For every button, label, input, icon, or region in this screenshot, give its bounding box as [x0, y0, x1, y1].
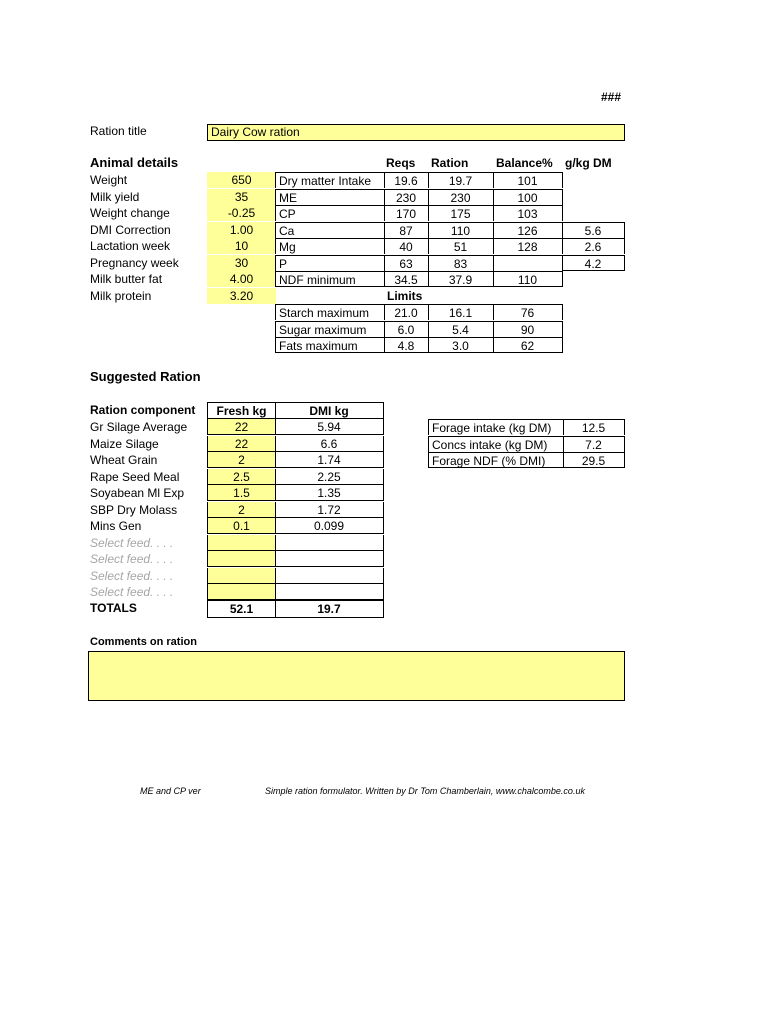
comments-box[interactable] [88, 651, 625, 701]
requirement-ration: 175 [428, 205, 494, 221]
ration-dmi-kg [275, 584, 384, 600]
limit-reqs: 6.0 [384, 321, 429, 337]
ration-fresh-kg-input[interactable]: 22 [207, 419, 276, 435]
limit-ration: 3.0 [428, 337, 494, 353]
requirement-balance: 103 [493, 205, 563, 221]
totals-dmi: 19.7 [275, 600, 384, 618]
ration-dmi-kg: 2.25 [275, 469, 384, 485]
requirement-balance: 110 [493, 271, 563, 287]
ration-component-select[interactable]: Select feed. . . . [90, 568, 174, 583]
ration-component-select[interactable]: Maize Silage [90, 436, 159, 451]
animal-detail-label: Milk protein [90, 288, 152, 303]
requirement-ration: 19.7 [428, 172, 494, 188]
limit-name: Fats maximum [275, 337, 385, 353]
ration-fresh-kg-input[interactable] [207, 535, 276, 551]
animal-detail-label: Weight change [90, 206, 170, 220]
requirement-ration: 37.9 [428, 271, 494, 287]
ration-component-select[interactable]: Select feed. . . . [90, 535, 174, 550]
forage-label: Forage intake (kg DM) [428, 419, 564, 435]
ration-fresh-kg-input[interactable] [207, 584, 276, 600]
ration-dmi-kg: 1.74 [275, 452, 384, 468]
ration-title-label: Ration title [90, 124, 147, 138]
corner-mark: ### [601, 90, 622, 104]
requirement-gkg: 2.6 [562, 238, 625, 254]
requirement-ration: 83 [428, 255, 494, 271]
requirement-balance: 128 [493, 238, 563, 254]
requirement-balance: 101 [493, 172, 563, 188]
requirement-name: CP [275, 205, 385, 221]
ration-fresh-kg-input[interactable]: 2.5 [207, 469, 276, 485]
footer-credit: Simple ration formulator. Written by Dr Tom Chamberlain, www.chalcombe.co.uk [265, 786, 585, 796]
requirement-reqs: 87 [384, 222, 429, 238]
ration-dmi-kg [275, 568, 384, 584]
animal-detail-input[interactable]: -0.25 [207, 205, 276, 221]
animal-detail-label: DMI Correction [90, 222, 171, 237]
requirement-balance: 100 [493, 189, 563, 205]
animal-detail-input[interactable]: 3.20 [207, 288, 276, 304]
ration-dmi-kg: 6.6 [275, 436, 384, 452]
ration-fresh-kg-input[interactable]: 1.5 [207, 485, 276, 501]
requirement-reqs: 40 [384, 238, 429, 254]
limit-ration: 16.1 [428, 304, 494, 320]
ration-component-select[interactable]: Soyabean Ml Exp [90, 486, 185, 500]
ration-dmi-kg: 0.099 [275, 518, 384, 534]
requirement-ration: 51 [428, 238, 494, 254]
ration-fresh-kg-input[interactable]: 2 [207, 502, 276, 518]
requirement-name: Ca [275, 222, 385, 238]
requirement-gkg: 4.2 [562, 255, 625, 271]
ration-fresh-kg-input[interactable] [207, 551, 276, 567]
ration-component-select[interactable]: SBP Dry Molass [90, 502, 178, 517]
limit-balance: 62 [493, 337, 563, 353]
requirement-name: ME [275, 189, 385, 205]
forage-value: 12.5 [563, 419, 625, 435]
animal-detail-label: Pregnancy week [90, 255, 179, 270]
requirement-name: P [275, 255, 385, 271]
ration-dmi-kg: 5.94 [275, 419, 384, 435]
ration-component-header: Ration component [90, 403, 196, 417]
animal-detail-input[interactable]: 30 [207, 255, 276, 271]
ration-component-select[interactable]: Rape Seed Meal [90, 469, 180, 484]
requirement-reqs: 230 [384, 189, 429, 205]
dmi-kg-header: DMI kg [275, 402, 384, 419]
requirement-name: Mg [275, 238, 385, 254]
balance-header: Balance% [496, 156, 553, 170]
totals-fresh: 52.1 [207, 600, 276, 618]
forage-label: Forage NDF (% DMI) [428, 452, 564, 468]
ration-title-input[interactable]: Dairy Cow ration [207, 124, 625, 141]
ration-component-select[interactable]: Mins Gen [90, 519, 142, 533]
limit-name: Sugar maximum [275, 321, 385, 337]
requirement-balance [493, 255, 563, 271]
requirement-balance: 126 [493, 222, 563, 238]
animal-detail-input[interactable]: 1.00 [207, 222, 276, 238]
limits-label: Limits [387, 289, 423, 303]
requirement-ration: 230 [428, 189, 494, 205]
limit-name: Starch maximum [275, 304, 385, 320]
ration-dmi-kg [275, 551, 384, 567]
ration-component-select[interactable]: Select feed. . . . [90, 585, 174, 599]
limit-balance: 90 [493, 321, 563, 337]
ration-fresh-kg-input[interactable]: 22 [207, 436, 276, 452]
animal-detail-label: Milk yield [90, 189, 140, 204]
ration-component-select[interactable]: Select feed. . . . [90, 552, 174, 566]
comments-label: Comments on ration [90, 636, 197, 648]
footer-version-note: ME and CP ver [140, 786, 201, 796]
limit-reqs: 21.0 [384, 304, 429, 320]
forage-label: Concs intake (kg DM) [428, 436, 564, 452]
requirement-name: Dry matter Intake [275, 172, 385, 188]
ration-fresh-kg-input[interactable]: 0.1 [207, 518, 276, 534]
gkg-header: g/kg DM [565, 156, 612, 170]
fresh-kg-header: Fresh kg [207, 402, 276, 419]
limit-ration: 5.4 [428, 321, 494, 337]
requirement-ration: 110 [428, 222, 494, 238]
requirement-gkg: 5.6 [562, 222, 625, 238]
forage-value: 7.2 [563, 436, 625, 452]
animal-detail-input[interactable]: 650 [207, 172, 276, 188]
requirement-reqs: 19.6 [384, 172, 429, 188]
totals-label: TOTALS [90, 601, 137, 615]
animal-detail-label: Weight [90, 173, 128, 187]
animal-details-heading: Animal details [90, 155, 179, 170]
ration-dmi-kg [275, 535, 384, 551]
limit-balance: 76 [493, 304, 563, 320]
requirement-reqs: 170 [384, 205, 429, 221]
animal-detail-label: Lactation week [90, 239, 171, 253]
ration-fresh-kg-input[interactable]: 2 [207, 452, 276, 468]
requirement-reqs: 63 [384, 255, 429, 271]
animal-detail-input[interactable]: 4.00 [207, 271, 276, 287]
requirement-name: NDF minimum [275, 271, 385, 287]
reqs-header: Reqs [386, 156, 416, 170]
ration-fresh-kg-input[interactable] [207, 568, 276, 584]
ration-component-select[interactable]: Gr Silage Average [90, 420, 188, 434]
forage-value: 29.5 [563, 452, 625, 468]
ration-dmi-kg: 1.72 [275, 502, 384, 518]
ration-dmi-kg: 1.35 [275, 485, 384, 501]
requirement-reqs: 34.5 [384, 271, 429, 287]
limit-reqs: 4.8 [384, 337, 429, 353]
ration-component-select[interactable]: Wheat Grain [90, 453, 158, 467]
suggested-ration-heading: Suggested Ration [90, 369, 201, 384]
ration-header: Ration [431, 156, 469, 170]
animal-detail-input[interactable]: 35 [207, 189, 276, 205]
animal-detail-input[interactable]: 10 [207, 238, 276, 254]
animal-detail-label: Milk butter fat [90, 272, 163, 286]
